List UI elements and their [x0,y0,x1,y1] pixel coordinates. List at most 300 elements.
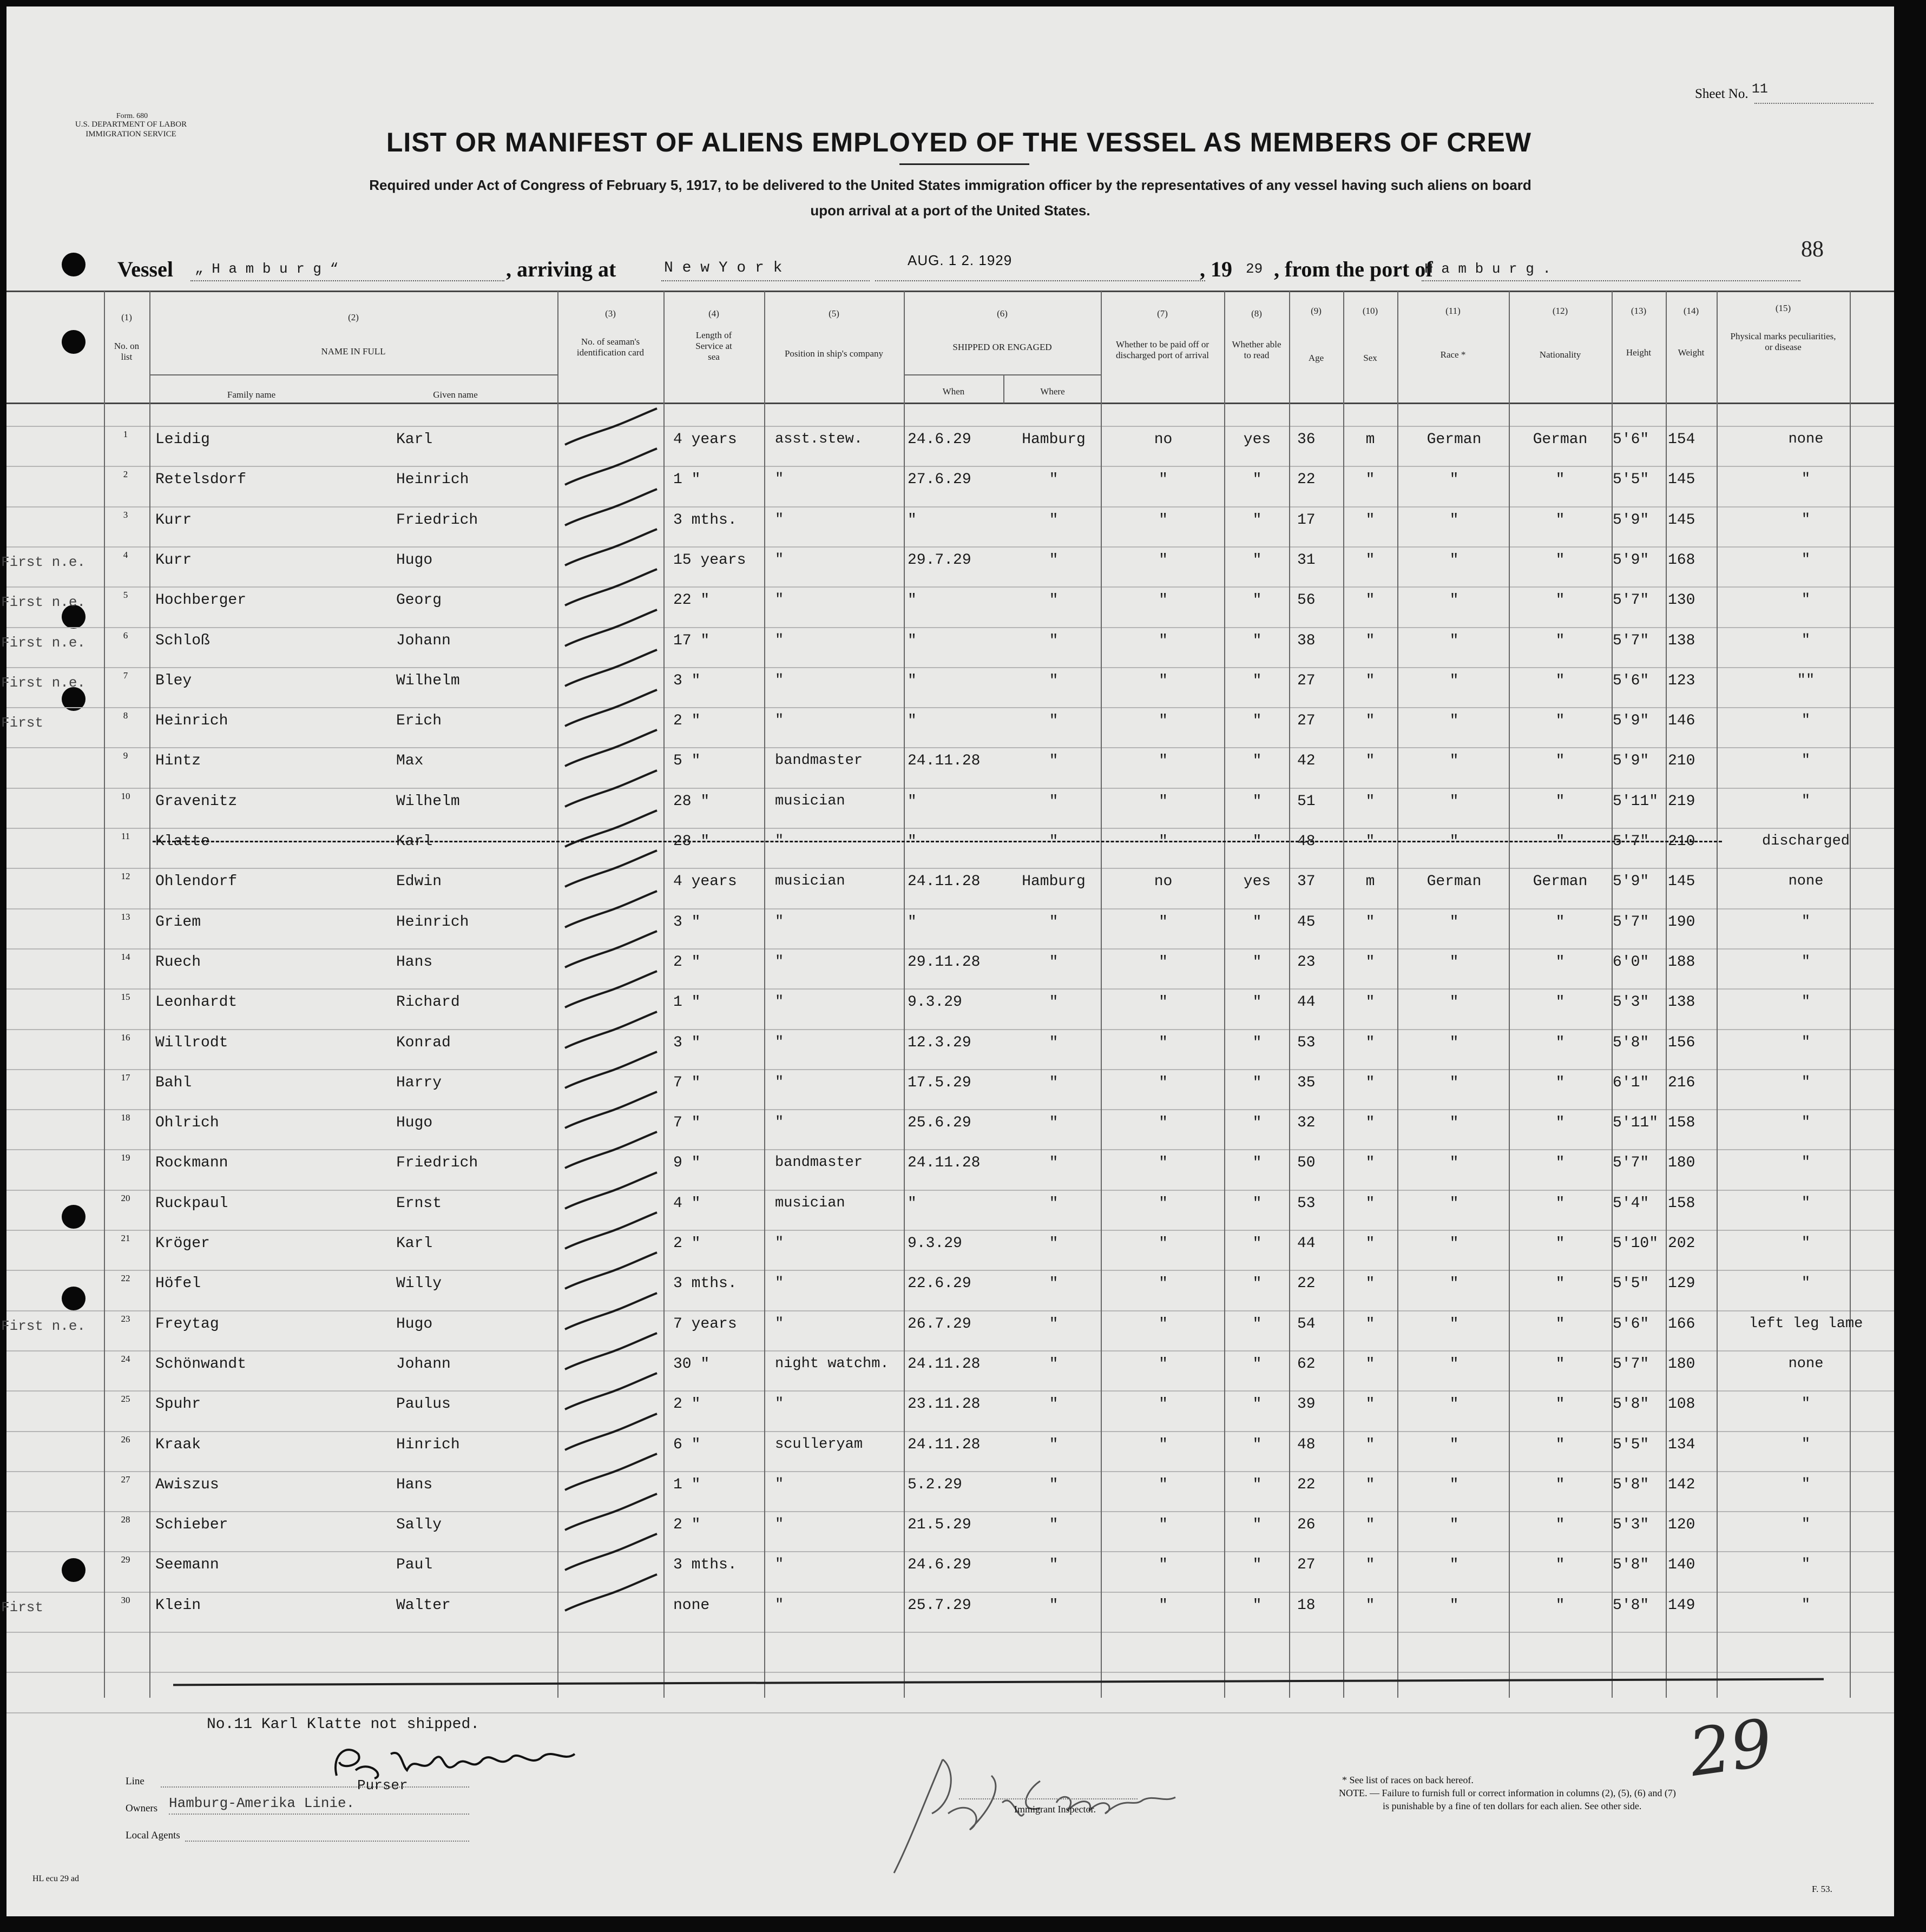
able-to-read-cell: " [1252,1396,1262,1413]
physical-marks-cell: left leg lame [1748,1315,1863,1332]
height-cell: 5'9" [1613,551,1649,569]
height-cell: 5'11" [1613,793,1659,810]
nationality-cell: " [1555,953,1565,971]
position-cell: " [775,1396,784,1413]
subtitle-line-2: upon arrival at a port of the United States. [810,202,1090,219]
row-number-cell: 12 [121,871,130,882]
position-cell: " [775,1034,784,1051]
height-cell: 5'6" [1613,1315,1649,1333]
weight-cell: 138 [1668,994,1695,1011]
shipped-when-cell: " [908,1195,917,1212]
shipped-where-cell: " [1049,753,1059,770]
paid-off-cell: " [1159,1074,1168,1091]
race-cell: " [1449,551,1459,569]
position-cell: " [775,1476,784,1493]
row-rule [6,426,1894,427]
family-name-cell: Retelsdorf [155,471,247,489]
sex-cell: " [1365,833,1375,850]
arriving-port: N e w Y o r k [664,260,783,276]
shipped-where-cell: " [1049,1195,1059,1212]
nationality-cell: " [1555,1355,1565,1373]
line-label: Line [126,1776,144,1787]
given-name-cell: Paulus [396,1396,451,1413]
family-name-cell: Griem [155,913,201,931]
height-cell: 5'8" [1613,1476,1649,1493]
row-number-cell: 11 [121,831,130,841]
race-cell: " [1449,1436,1459,1453]
position-cell: " [775,1597,784,1613]
nationality-cell: " [1555,1476,1565,1493]
age-cell: 48 [1297,833,1316,850]
nationality-cell: " [1555,833,1565,850]
row-number-cell: 22 [121,1273,130,1284]
race-cell: " [1449,713,1459,730]
paid-off-cell: " [1159,994,1168,1011]
position-cell: asst.stew. [775,431,863,447]
given-name-cell: Hugo [396,1315,433,1333]
weight-cell: 190 [1668,913,1695,931]
weight-cell: 146 [1668,713,1695,730]
weight-cell: 120 [1668,1516,1695,1534]
table-row [6,911,1894,941]
race-cell: " [1449,913,1459,931]
col-2-header: NAME IN FULL [321,346,386,357]
row-rule [6,828,1894,829]
weight-cell: 142 [1668,1476,1695,1493]
shipped-when-cell: 22.6.29 [908,1275,971,1293]
row-number-cell: 6 [123,630,128,641]
paid-off-cell: " [1159,592,1168,609]
shipped-where-cell: " [1049,1235,1059,1252]
age-cell: 18 [1297,1597,1316,1614]
row-number-cell: 24 [121,1353,130,1364]
able-to-read-cell: " [1252,994,1262,1011]
race-cell: " [1449,1315,1459,1333]
shipped-where-cell: " [1049,1516,1059,1534]
row-rule [6,627,1894,628]
nationality-cell: " [1555,1516,1565,1534]
nationality-cell: " [1555,753,1565,770]
race-cell: " [1449,1074,1459,1091]
family-name-cell: Schönwandt [155,1355,247,1373]
able-to-read-cell: " [1252,1235,1262,1252]
nationality-cell: " [1555,1155,1565,1172]
position-cell: " [775,632,784,649]
shipped-when-cell: 24.11.28 [908,1355,981,1373]
age-cell: 51 [1297,793,1316,810]
margin-note: First n.e. [1,1317,86,1334]
weight-cell: 138 [1668,632,1695,649]
sex-cell: " [1365,1396,1375,1413]
sub-header-line-name [149,374,557,375]
nationality-cell: " [1555,511,1565,529]
age-cell: 22 [1297,1275,1316,1293]
row-number-cell: 14 [121,951,130,962]
table-row [6,833,1894,860]
length-of-service-cell: 22 " [673,592,710,609]
able-to-read-cell: " [1252,1275,1262,1293]
given-name-cell: Max [396,753,424,770]
sex-cell: " [1365,1195,1375,1212]
length-of-service-cell: 3 " [673,913,701,931]
row-rule [6,1230,1894,1231]
shipped-when-cell: 24.11.28 [908,1436,981,1453]
row-rule [6,586,1894,588]
col-2b-header: Given name [433,390,478,400]
age-cell: 17 [1297,511,1316,529]
col-9-header: Age [1308,353,1324,363]
races-note: * See list of races on back hereof. [1342,1775,1474,1785]
sex-cell: " [1365,994,1375,1011]
sex-cell: " [1365,953,1375,971]
table-row [6,509,1894,539]
shipped-when-cell: 24.6.29 [908,1557,971,1574]
col-8-number: (8) [1251,308,1262,319]
physical-marks-cell: " [1801,793,1811,809]
table-row [6,1554,1894,1584]
length-of-service-cell: 1 " [673,1476,701,1493]
col-8-header: Whether able to read [1232,339,1281,360]
sex-cell: " [1365,592,1375,609]
length-of-service-cell: 2 " [673,1235,701,1252]
table-top-border [6,291,1894,292]
row-number-cell: 3 [123,509,128,520]
shipped-where-cell: " [1049,471,1059,489]
family-name-cell: Höfel [155,1275,201,1293]
row-number-cell: 21 [121,1233,130,1243]
col-3-number: (3) [605,308,616,319]
table-row [6,951,1894,981]
inspector-label: Immigrant Inspector. [1014,1804,1096,1815]
length-of-service-cell: 28 " [673,833,710,850]
position-cell: " [775,913,784,930]
able-to-read-cell: " [1252,753,1262,770]
shipped-when-cell: 9.3.29 [908,994,962,1011]
weight-cell: 130 [1668,592,1695,609]
table-row [6,592,1894,619]
height-cell: 5'7" [1613,1155,1649,1172]
nationality-cell: " [1555,551,1565,569]
length-of-service-cell: none [673,1597,710,1614]
weight-cell: 210 [1668,833,1695,850]
paid-off-cell: " [1159,1476,1168,1493]
physical-marks-cell: " [1801,511,1811,528]
given-name-cell: Karl [396,833,433,850]
age-cell: 31 [1297,551,1316,569]
given-name-cell: Karl [396,1235,433,1252]
able-to-read-cell: " [1252,1436,1262,1453]
able-to-read-cell: " [1252,1516,1262,1534]
age-cell: 44 [1297,994,1316,1011]
given-name-cell: Hans [396,953,433,971]
col-6-number: (6) [997,308,1008,319]
physical-marks-cell: " [1801,1275,1811,1292]
given-name-cell: Sally [396,1516,442,1534]
family-name-cell: Ohlrich [155,1115,219,1132]
paid-off-cell: " [1159,713,1168,730]
shipped-when-cell: 24.11.28 [908,753,981,770]
owners-label: Owners [126,1803,158,1814]
physical-marks-cell: " [1801,471,1811,488]
family-name-cell: Willrodt [155,1034,228,1051]
able-to-read-cell: " [1252,953,1262,971]
row-number-cell: 28 [121,1514,130,1525]
margin-note: First n.e. [1,553,86,570]
physical-marks-cell: " [1801,1597,1811,1613]
row-rule [6,546,1894,548]
weight-cell: 145 [1668,511,1695,529]
physical-marks-cell: discharged [1761,833,1850,849]
col-9-number: (9) [1311,306,1322,316]
position-cell: bandmaster [775,753,863,769]
col-11-number: (11) [1445,306,1461,316]
row-number-cell: 10 [121,790,130,801]
paid-off-cell: " [1159,833,1168,850]
seaman-card-check-mark [560,1570,662,1619]
height-cell: 5'5" [1613,471,1649,489]
age-cell: 23 [1297,953,1316,971]
shipped-when-cell: " [908,913,917,931]
given-name-cell: Hugo [396,551,433,569]
physical-marks-cell: " [1801,1516,1811,1533]
age-cell: 37 [1297,873,1316,891]
table-row [6,1235,1894,1262]
given-name-cell: Ernst [396,1195,442,1212]
nationality-cell: " [1555,672,1565,689]
col-15-header: Physical marks peculiarities, or disease [1730,331,1836,352]
shipped-where-cell: " [1049,1034,1059,1051]
sex-cell: " [1365,471,1375,489]
family-name-cell: Heinrich [155,713,228,730]
shipped-where-cell: " [1049,953,1059,971]
physical-marks-cell: " [1801,1115,1811,1131]
paid-off-cell: " [1159,1235,1168,1252]
row-number-cell: 26 [121,1434,130,1445]
height-cell: 5'8" [1613,1396,1649,1413]
row-rule [6,868,1894,869]
physical-marks-cell: " [1801,913,1811,930]
table-row [6,1516,1894,1544]
sex-cell: " [1365,672,1375,689]
shipped-where-cell: " [1049,592,1059,609]
race-cell: " [1449,1235,1459,1252]
weight-cell: 145 [1668,471,1695,489]
shipped-where-cell: " [1049,1597,1059,1614]
given-name-cell: Harry [396,1074,442,1091]
height-cell: 5'8" [1613,1557,1649,1574]
paid-off-cell: " [1159,511,1168,529]
family-name-cell: Kröger [155,1235,210,1252]
row-rule [6,1431,1894,1432]
sex-cell: " [1365,1155,1375,1172]
given-name-cell: Georg [396,592,442,609]
shipped-where-cell: " [1049,551,1059,569]
paid-off-cell: " [1159,1557,1168,1574]
nationality-cell: " [1555,1557,1565,1574]
physical-marks-cell: " [1801,551,1811,568]
sex-cell: " [1365,511,1375,529]
crew-count-tally: 29 [1685,1705,1777,1791]
table-row [6,632,1894,660]
col-7-number: (7) [1157,308,1168,319]
col-13-header: Height [1626,347,1652,358]
length-of-service-cell: 17 " [673,632,710,649]
position-cell: " [775,551,784,568]
arrival-date-stamp: AUG. 1 2. 1929 [908,252,1013,268]
position-cell: " [775,1275,784,1292]
race-cell: German [1427,431,1482,448]
height-cell: 5'3" [1613,994,1649,1011]
physical-marks-cell: " [1801,1476,1811,1493]
row-rule [6,1270,1894,1271]
table-row [6,1436,1894,1463]
position-cell: " [775,672,784,689]
physical-marks-cell: none [1788,873,1824,890]
paid-off-cell: " [1159,632,1168,649]
shipped-where-cell: " [1049,1476,1059,1493]
given-name-cell: Hugo [396,1115,433,1132]
sheet-number-label: Sheet No. [1695,87,1748,101]
family-name-cell: Kurr [155,551,192,569]
position-cell: " [775,1315,784,1332]
row-rule [6,1592,1894,1593]
row-rule [6,1632,1894,1633]
weight-cell: 149 [1668,1597,1695,1614]
family-name-cell: Hintz [155,753,201,770]
row-rule [6,1672,1894,1673]
shipped-when-cell: 29.11.28 [908,953,981,971]
length-of-service-cell: 6 " [673,1436,701,1453]
nationality-cell: German [1533,431,1588,448]
row-rule [6,466,1894,467]
weight-cell: 202 [1668,1235,1695,1252]
shipped-when-cell: 29.7.29 [908,551,971,569]
length-of-service-cell: 2 " [673,713,701,730]
shipped-when-cell: " [908,713,917,730]
age-cell: 27 [1297,713,1316,730]
length-of-service-cell: 9 " [673,1155,701,1172]
row-number-cell: 30 [121,1594,130,1605]
shipped-where-cell: Hamburg [1022,431,1086,448]
physical-marks-cell: " [1801,1074,1811,1091]
end-of-list-line [173,1678,1824,1686]
col-15-number: (15) [1775,303,1791,313]
given-name-cell: Wilhelm [396,793,460,810]
length-of-service-cell: 3 " [673,672,701,689]
shipped-where-cell: " [1049,1396,1059,1413]
family-name-cell: Ohlendorf [155,873,238,891]
position-cell: musician [775,873,845,890]
given-name-cell: Konrad [396,1034,451,1051]
weight-cell: 158 [1668,1195,1695,1212]
shipped-when-cell: " [908,793,917,810]
nationality-cell: " [1555,1195,1565,1212]
row-rule [6,1471,1894,1472]
col-11-header: Race * [1440,350,1466,360]
col-1-number: (1) [121,312,132,322]
length-of-service-cell: 2 " [673,953,701,971]
family-name-cell: Hochberger [155,592,247,609]
paid-off-cell: " [1159,1315,1168,1333]
family-name-cell: Kurr [155,511,192,529]
height-cell: 5'8" [1613,1597,1649,1614]
shipped-when-cell: " [908,833,917,850]
height-cell: 5'10" [1613,1235,1659,1252]
age-cell: 56 [1297,592,1316,609]
length-of-service-cell: 3 mths. [673,1557,737,1574]
col-5-header: Position in ship's company [784,348,884,359]
col-6b-header: Where [1040,386,1065,397]
shipped-when-cell: 25.7.29 [908,1597,971,1614]
age-cell: 22 [1297,471,1316,489]
row-rule [6,1551,1894,1552]
shipped-where-cell: " [1049,1155,1059,1172]
length-of-service-cell: 15 years [673,551,746,569]
row-number-cell: 16 [121,1032,130,1043]
nationality-cell: " [1555,1275,1565,1293]
table-row [6,431,1894,458]
row-rule [6,948,1894,949]
table-row [6,1034,1894,1061]
position-cell: bandmaster [775,1155,863,1171]
nationality-cell: " [1555,632,1565,649]
position-cell: " [775,1557,784,1573]
shipped-when-cell: " [908,672,917,689]
bottom-left-code: HL ecu 29 ad [32,1874,80,1883]
col-7-header: Whether to be paid off or discharged port of arrival [1116,339,1209,360]
given-name-cell: Willy [396,1275,442,1293]
nationality-cell: " [1555,1074,1565,1091]
physical-marks-cell: " [1801,1155,1811,1171]
height-cell: 5'5" [1613,1436,1649,1453]
row-number-cell: 23 [121,1313,130,1324]
race-cell: " [1449,833,1459,850]
weight-cell: 123 [1668,672,1695,689]
length-of-service-cell: 1 " [673,471,701,489]
shipped-where-cell: " [1049,1115,1059,1132]
service-name: IMMIGRATION SERVICE [86,130,176,139]
table-row [6,672,1894,700]
family-name-cell: Awiszus [155,1476,219,1493]
able-to-read-cell: " [1252,713,1262,730]
race-cell: German [1427,873,1482,891]
able-to-read-cell: " [1252,1155,1262,1172]
table-row [6,1396,1894,1423]
row-rule [6,1712,1894,1713]
nationality-cell: " [1555,471,1565,489]
position-cell: musician [775,793,845,809]
sex-cell: " [1365,1235,1375,1252]
paid-off-cell: " [1159,551,1168,569]
physical-marks-cell: " [1801,713,1811,729]
family-name-cell: Bley [155,672,192,689]
table-row [6,549,1894,579]
weight-cell: 158 [1668,1115,1695,1132]
length-of-service-cell: 3 mths. [673,1275,737,1293]
shipped-where-cell: " [1049,1355,1059,1373]
able-to-read-cell: " [1252,1074,1262,1091]
race-cell: " [1449,592,1459,609]
row-rule [6,1109,1894,1110]
row-number-cell: 1 [123,429,128,439]
age-cell: 26 [1297,1516,1316,1534]
inspector-line [959,1798,1138,1799]
position-cell: musician [775,1195,845,1211]
able-to-read-cell: " [1252,471,1262,489]
physical-marks-cell: " [1801,753,1811,769]
table-row [6,1476,1894,1504]
sex-cell: " [1365,713,1375,730]
